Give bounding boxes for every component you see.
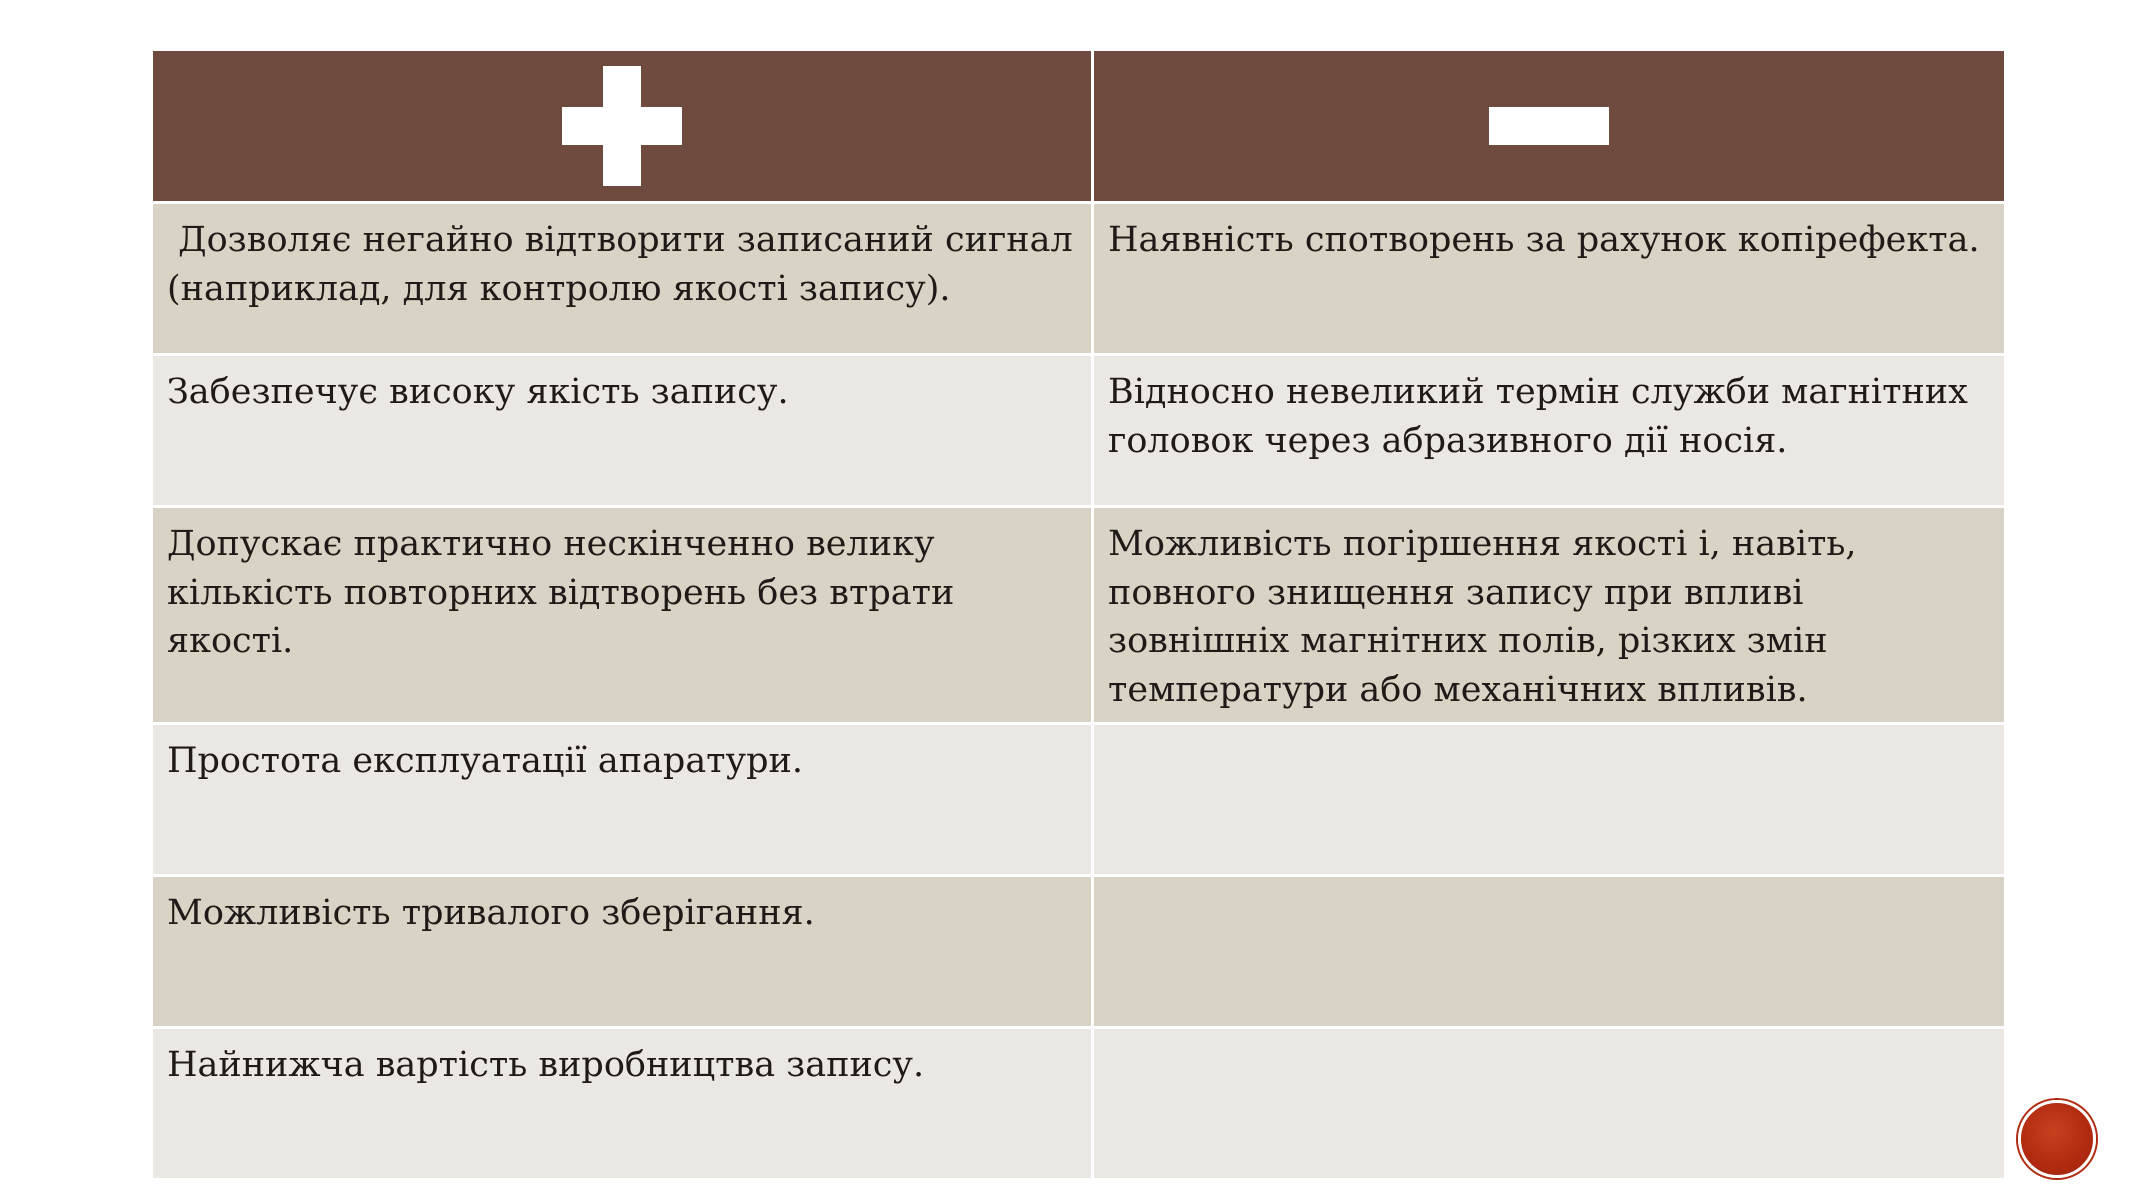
pros-cell: Забезпечує високу якість запису. xyxy=(152,355,1093,507)
table-row xyxy=(152,876,2006,1028)
table-row xyxy=(152,203,2006,355)
plus-icon xyxy=(562,66,682,186)
minus-icon xyxy=(1489,107,1609,145)
table-row xyxy=(152,724,2006,876)
table-header-row xyxy=(152,50,2006,203)
table-row xyxy=(152,355,2006,507)
table-row xyxy=(152,1028,2006,1180)
pros-cell: Допускає практично нескінченно велику кількість повторних відтворень без втрати якості. xyxy=(152,507,1093,724)
cons-cell xyxy=(1093,1028,2006,1180)
cons-cell xyxy=(1093,724,2006,876)
pros-cell: Найнижча вартість виробництва запису. xyxy=(152,1028,1093,1180)
pros-cell: Дозволяє негайно відтворити записаний сигнал (наприклад, для контролю якості запису). xyxy=(152,203,1093,355)
cons-header xyxy=(1093,50,2006,203)
cons-cell: Відносно невеликий термін служби магнітних головок через абразивного дії носія. xyxy=(1093,355,2006,507)
slide-nav-button[interactable] xyxy=(2018,1100,2096,1178)
table-row xyxy=(152,507,2006,724)
cons-cell: Наявність спотворень за рахунок копірефекта. xyxy=(1093,203,2006,355)
cons-cell: Можливість погіршення якості і, навіть, повного знищення запису при впливі зовнішніх магнітних полів, різких змін температури або механічних впливів. xyxy=(1093,507,2006,724)
pros-cell: Можливість тривалого зберігання. xyxy=(152,876,1093,1028)
cons-cell xyxy=(1093,876,2006,1028)
pros-cons-table xyxy=(150,48,2007,1181)
pros-cell: Простота експлуатації апаратури. xyxy=(152,724,1093,876)
pros-header xyxy=(152,50,1093,203)
